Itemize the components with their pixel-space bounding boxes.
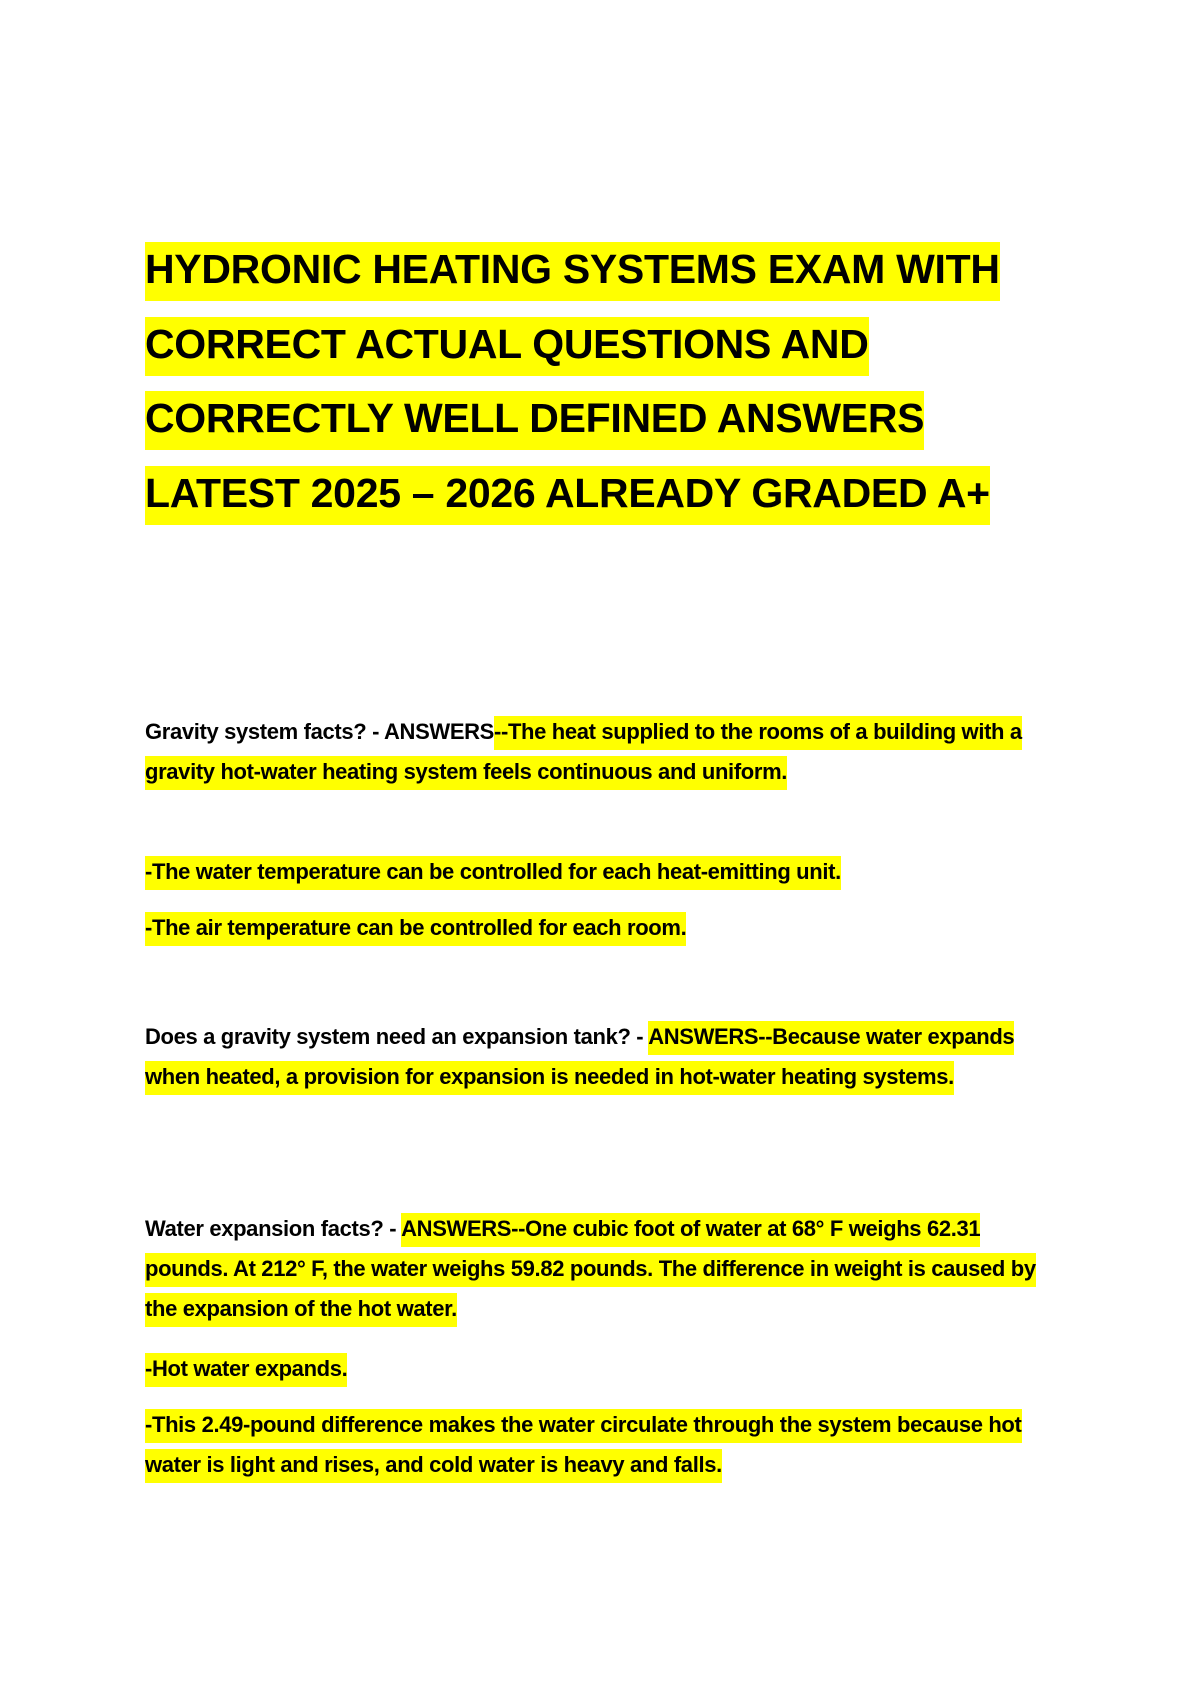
answer-extra-text: -The water temperature can be controlled for each heat-emitting unit. <box>145 856 841 890</box>
document-title <box>145 232 1075 530</box>
qa-item-water-expansion-facts <box>145 1209 1045 1329</box>
question-text: Gravity system facts? - ANSWERS <box>145 719 495 744</box>
answer-text: ANSWERS--One cubic foot of water at 68° F weighs 62.31 pounds. At 212° F, the water weighs 59.82 pounds. The difference in weight is caused by the expansion of the hot water. <box>145 1213 1036 1327</box>
answer-text: --The heat supplied to the rooms of a building with a gravity hot-water heating system feels continuous and uniform. <box>145 716 1022 790</box>
answer-text: ANSWERS--Because water expands when heated, a provision for expansion is needed in hot-water heating systems. <box>145 1021 1014 1095</box>
question-text: Does a gravity system need an expansion tank? - <box>145 1024 649 1049</box>
question-text: Water expansion facts? - <box>145 1216 402 1241</box>
answer-extra-line <box>145 852 1045 892</box>
answer-extra-line <box>145 1405 1045 1485</box>
answer-extra-text: -This 2.49-pound difference makes the water circulate through the system because hot water is light and rises, and cold water is heavy and falls. <box>145 1409 1022 1483</box>
title-highlight: HYDRONIC HEATING SYSTEMS EXAM WITH CORRECT ACTUAL QUESTIONS AND CORRECTLY WELL DEFINED ANSWERS LATEST 2025 – 2026 ALREADY GRADED A+ <box>145 242 1000 525</box>
answer-extra-text: -The air temperature can be controlled for each room. <box>145 912 686 946</box>
qa-item-expansion-tank <box>145 1017 1045 1097</box>
answer-extra-text: -Hot water expands. <box>145 1353 347 1387</box>
answer-extra-line <box>145 1349 1045 1389</box>
answer-extra-line <box>145 908 1045 948</box>
qa-item-gravity-system-facts <box>145 712 1045 792</box>
